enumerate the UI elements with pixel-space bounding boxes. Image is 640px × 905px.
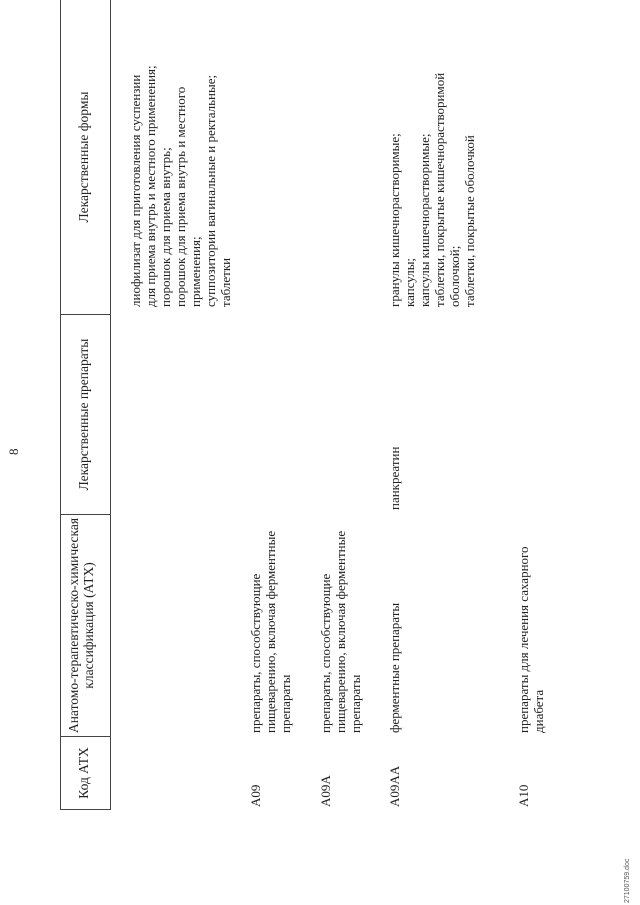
row-4-classification: препараты для лечения сахарного диабета	[516, 546, 546, 733]
header-atc-code: Код АТХ	[76, 747, 91, 799]
header-bottom-border	[110, 0, 111, 810]
row-4-atc-code: A10	[516, 784, 531, 807]
row-1-classification: препараты, способствующие пищеварению, включая ферментные препараты	[248, 530, 293, 733]
row-2-atc-code: A09A	[318, 775, 333, 807]
page-number: 8	[6, 448, 21, 455]
row-3-atc-code: A09AA	[387, 765, 402, 807]
row-2-classification: препараты, способствующие пищеварению, включая ферментные препараты	[318, 530, 363, 733]
header-drugs: Лекарственные препараты	[76, 338, 91, 491]
row-0-dosage-forms: лиофилизат для приготовления суспензии для приема внутрь и местного применения; порошок для приема внутрь; порошок для приема внутрь и местного применения; суппозитории вагинальные и ректальные; таблетки	[128, 65, 233, 307]
row-3-dosage-forms: гранулы кишечнорастворимые; капсулы; капсулы кишечнорастворимые; таблетки, покрытые кишечнорастворимой оболочкой; таблетки, покрытые оболочкой	[387, 72, 477, 307]
header-atc-classification: Анатомо-терапевтическо-химическая классификация (АТХ)	[66, 517, 96, 734]
table-top-border	[60, 0, 61, 810]
header-left-border	[60, 809, 110, 810]
row-3-drug: панкреатин	[387, 446, 402, 510]
file-name-footer: 2710075​9.doc	[624, 858, 631, 903]
header-dosage-forms: Лекарственные формы	[76, 91, 91, 223]
row-3-classification: ферментные препараты	[387, 602, 402, 733]
row-1-atc-code: A09	[248, 784, 263, 807]
